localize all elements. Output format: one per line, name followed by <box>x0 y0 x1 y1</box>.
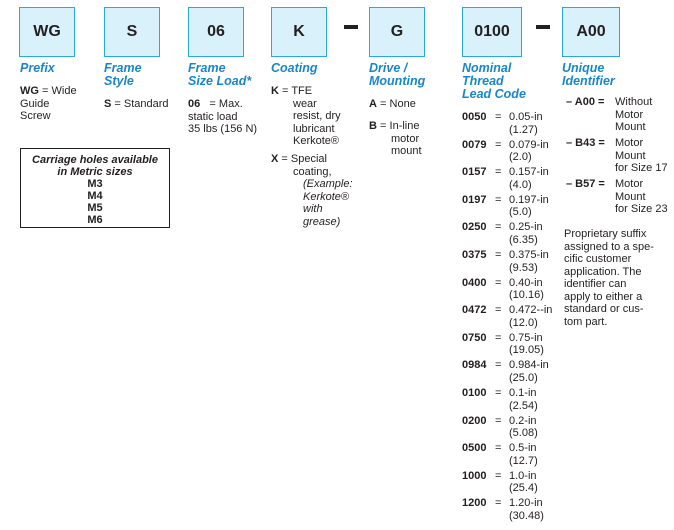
lead-code-value: 0079 <box>462 138 487 151</box>
lead-code-value: 0157 <box>462 166 487 179</box>
lead-code-row <box>462 442 562 470</box>
lead-code-value: 0100 <box>462 387 487 399</box>
prefix-code: WG <box>20 85 39 97</box>
lead-code-value: 0375 <box>462 249 487 261</box>
lead-mm-value: (5.0) <box>509 206 532 219</box>
identifier-desc-line: for Size 23 <box>615 203 668 215</box>
lead-code-value: 0984 <box>462 359 487 372</box>
lead-code-value: 0472 <box>462 304 487 317</box>
lead-code-value: 0250 <box>462 221 487 234</box>
lead-code-value: 0200 <box>462 414 487 427</box>
lead-code-value: 1200 <box>462 497 487 510</box>
prefix-description: WG = Wide Guide Screw <box>20 85 77 122</box>
frame-size-code: 06 <box>188 98 201 110</box>
equals-sign: = <box>495 249 502 261</box>
lead-code-row <box>462 359 562 387</box>
lead-code-row <box>462 387 562 415</box>
equals-sign: = <box>495 304 502 317</box>
identifier-header: Unique Identifier <box>562 61 615 88</box>
separator-dash <box>344 25 358 29</box>
lead-mm-value: (1.27) <box>509 123 538 136</box>
lead-code-row <box>462 332 562 360</box>
lead-code-value: 1000 <box>462 469 487 482</box>
lead-inch-value: 0.25-in <box>509 221 543 234</box>
equals-sign: = <box>495 359 502 372</box>
lead-inch-value: 0.197-in <box>509 193 549 206</box>
identifier-desc-line: Mount <box>615 121 646 133</box>
lead-mm-value: (2.54) <box>509 399 538 412</box>
equals-sign: = <box>495 497 502 510</box>
drive-header: Drive / Mounting <box>369 61 426 88</box>
equals-sign: = <box>495 387 502 399</box>
lead-code-value: 0050 <box>462 111 487 123</box>
lead-code-row <box>462 111 562 139</box>
drive-option-a: A = None <box>369 98 416 110</box>
identifier-desc-line: Motor <box>615 137 644 149</box>
identifier-desc-line: Motor <box>615 178 644 190</box>
lead-inch-value: 1.20-in <box>509 497 543 510</box>
lead-code-value: 0500 <box>462 442 487 455</box>
separator-dash <box>536 25 550 29</box>
frame-style-code: S <box>104 98 112 110</box>
identifier-code: – B57 = <box>566 178 605 190</box>
lead-inch-value: 0.157-in <box>509 166 549 179</box>
lead-mm-value: (9.53) <box>509 261 538 274</box>
coating-code-box: K <box>271 7 327 57</box>
identifier-desc-line: Mount <box>615 190 646 203</box>
lead-code-row <box>462 497 562 525</box>
lead-code-row <box>462 249 562 277</box>
equals-sign: = <box>495 193 502 206</box>
lead-inch-value: 0.079-in <box>509 138 549 151</box>
lead-mm-value: (10.16) <box>509 289 544 302</box>
lead-mm-value: (2.0) <box>509 151 532 164</box>
lead-code-value: 0197 <box>462 193 487 206</box>
equals-sign: = <box>495 276 502 289</box>
equals-sign: = <box>495 442 502 455</box>
equals-sign: = <box>495 414 502 427</box>
identifier-code: – A00 = <box>566 96 605 108</box>
lead-code-row <box>462 221 562 249</box>
drive-option-b: B = In-line motor mount <box>369 120 422 157</box>
prefix-code-box: WG <box>19 7 75 57</box>
identifier-desc-line: Mount <box>615 149 646 162</box>
equals-sign: = <box>495 111 502 123</box>
lead-mm-value: (6.35) <box>509 233 538 246</box>
lead-inch-value: 0.2-in <box>509 414 537 427</box>
equals-sign: = <box>495 166 502 179</box>
identifier-note: Proprietary suffix assigned to a spe- cific customer application. The identifier can apply to either a standard or cus- tom part. <box>564 228 654 328</box>
lead-inch-value: 1.0-in <box>509 469 537 482</box>
lead-code-row <box>462 304 562 332</box>
lead-mm-value: (12.0) <box>509 316 538 329</box>
identifier-desc-line: Without <box>615 96 653 108</box>
identifier-desc-line: for Size 17 <box>615 162 668 174</box>
identifier-desc-line: Motor <box>615 108 644 121</box>
lead-code-box: 0100 <box>462 7 522 57</box>
equals-sign: = <box>495 469 502 482</box>
coating-option-k: K = TFE wear resist, dry lubricant Kerkote® <box>271 85 341 147</box>
equals-sign: = <box>495 221 502 234</box>
coating-header: Coating <box>271 61 318 75</box>
lead-code-row <box>462 139 562 167</box>
lead-code-row <box>462 194 562 222</box>
lead-inch-value: 0.472--in <box>509 304 553 317</box>
lead-mm-value: (12.7) <box>509 454 538 467</box>
frame-style-code-box: S <box>104 7 160 57</box>
lead-inch-value: 0.1-in <box>509 387 537 399</box>
lead-code-value: 0400 <box>462 276 487 289</box>
lead-code-row <box>462 166 562 194</box>
lead-header: Nominal Thread Lead Code <box>462 61 526 101</box>
frame-style-description: S = Standard <box>104 98 169 110</box>
lead-code-row <box>462 415 562 443</box>
lead-inch-value: 0.984-in <box>509 359 549 372</box>
frame-size-code-box: 06 <box>188 7 244 57</box>
lead-mm-value: (19.05) <box>509 344 544 357</box>
lead-mm-value: (30.48) <box>509 509 544 522</box>
lead-mm-value: (4.0) <box>509 178 532 191</box>
lead-code-row <box>462 470 562 498</box>
prefix-header: Prefix <box>20 61 55 75</box>
frame-style-header: Frame Style <box>104 61 142 88</box>
lead-inch-value: 0.05-in <box>509 111 543 123</box>
lead-mm-value: (5.08) <box>509 427 538 440</box>
lead-inch-value: 0.375-in <box>509 249 549 261</box>
carriage-holes-note: Carriage holes available in Metric sizes M3 M4 M5 M6 <box>20 148 170 228</box>
identifier-code-box: A00 <box>562 7 620 57</box>
lead-code-row <box>462 277 562 305</box>
lead-inch-value: 0.5-in <box>509 442 537 455</box>
lead-inch-value: 0.75-in <box>509 331 543 344</box>
coating-option-x: X = Special coating, (Example: Kerkote® with grease) <box>271 153 353 228</box>
drive-code-box: G <box>369 7 425 57</box>
equals-sign: = <box>495 331 502 344</box>
lead-mm-value: (25.4) <box>509 482 538 495</box>
identifier-code: – B43 = <box>566 137 605 149</box>
frame-size-description: 06 = Max. static load 35 lbs (156 N) <box>188 98 258 135</box>
equals-sign: = <box>495 138 502 151</box>
frame-size-header: Frame Size Load* <box>188 61 252 88</box>
lead-mm-value: (25.0) <box>509 371 538 384</box>
lead-inch-value: 0.40-in <box>509 276 543 289</box>
lead-code-value: 0750 <box>462 331 487 344</box>
